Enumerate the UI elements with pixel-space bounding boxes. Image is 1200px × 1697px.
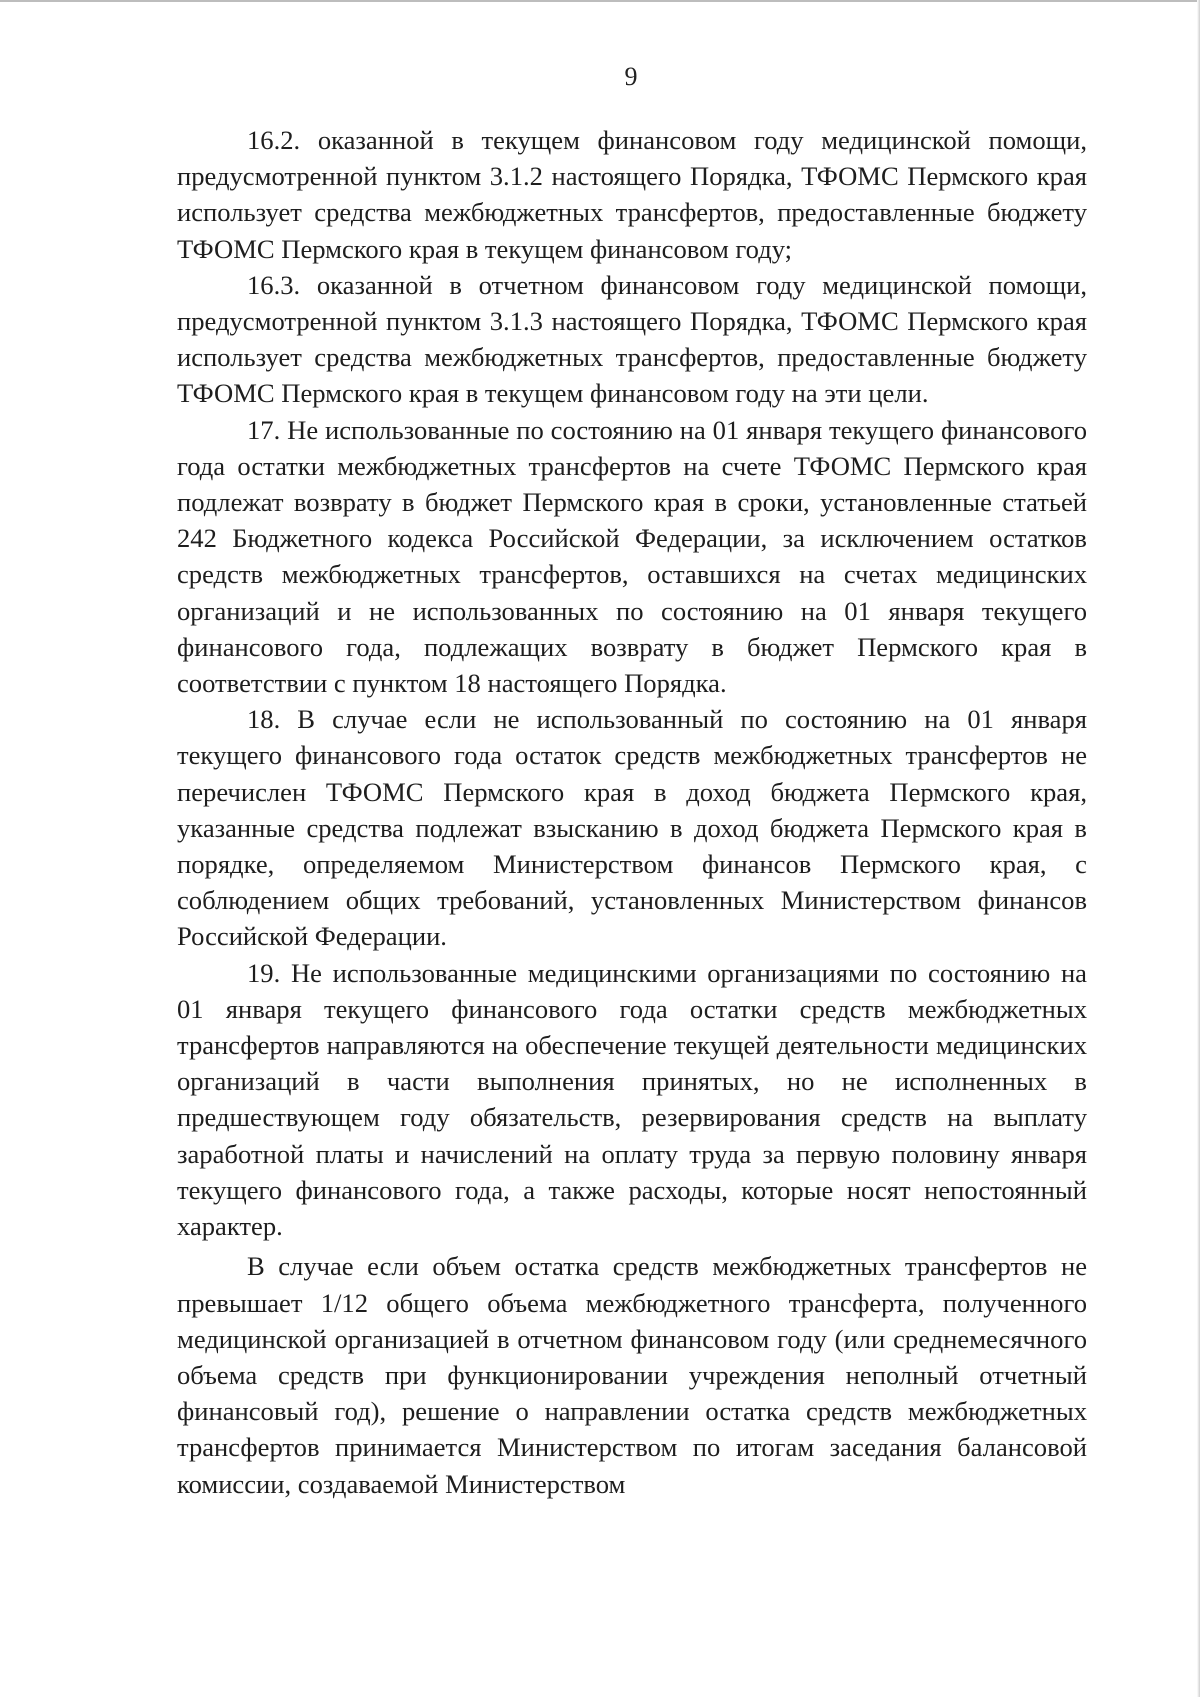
paragraph-19-continued: В случае если объем остатка средств межбюджетных трансфертов не превышает 1/12 общего объема межбюджетного трансферта, полученного медицинской организацией в отчетном финансовом году (или среднемесячного объема средств при функционировании учреждения неполный отчетный финансовый год), решение о направлении остатка средств межбюджетных трансфертов принимается Министерством по итогам заседания балансовой комиссии, создаваемой Министерством (177, 1251, 1087, 1499)
paragraph-16-2: 16.2. оказанной в текущем финансовом году медицинской помощи, предусмотренной пунктом 3.1.2 настоящего Порядка, ТФОМС Пермского края использует средства межбюджетных трансфертов, предоставленные бюджету ТФОМС Пермского края в текущем финансовом году; (177, 125, 1087, 264)
scan-edge-top (0, 0, 1200, 2)
paragraph-16-3: 16.3. оказанной в отчетном финансовом году медицинской помощи, предусмотренной пунктом 3.1.3 настоящего Порядка, ТФОМС Пермского края использует средства межбюджетных трансфертов, предоставленные бюджету ТФОМС Пермского края в текущем финансовом году на эти цели. (177, 269, 1087, 409)
paragraph-17: 17. Не использованные по состоянию на 01 января текущего финансового года остатки межбюджетных трансфертов на счете ТФОМС Пермского края подлежат возврату в бюджет Пермского края в сроки, установленные статьей 242 Бюджетного кодекса Российской Федерации, за исключением остатков средств межбюджетных трансфертов, оставшихся на счетах медицинских организаций и не использованных по состоянию на 01 января текущего финансового года, подлежащих возврату в бюджет Пермского края в соответствии с пунктом 18 настоящего Порядка. (177, 414, 1087, 699)
document-body (177, 122, 1087, 1502)
page-number: 9 (624, 62, 638, 91)
paragraph-18: 18. В случае если не использованный по состоянию на 01 января текущего финансового года остаток средств межбюджетных трансфертов не перечислен ТФОМС Пермского края в доход бюджета Пермского края, указанные средства подлежат взысканию в доход бюджета Пермского края в порядке, определяемом Министерством финансов Пермского края, с соблюдением общих требований, установленных Министерством финансов Российской Федерации. (177, 704, 1087, 952)
paragraph-19: 19. Не использованные медицинскими организациями по состоянию на 01 января текущего финансового года остатки средств межбюджетных трансфертов направляются на обеспечение текущей деятельности медицинских организаций в части выполнения принятых, но не исполненных в предшествующем году обязательств, резервирования средств на выплату заработной платы и начислений на оплату труда за первую половину января текущего финансового года, а также расходы, которые носят непостоянный характер. (177, 957, 1087, 1242)
